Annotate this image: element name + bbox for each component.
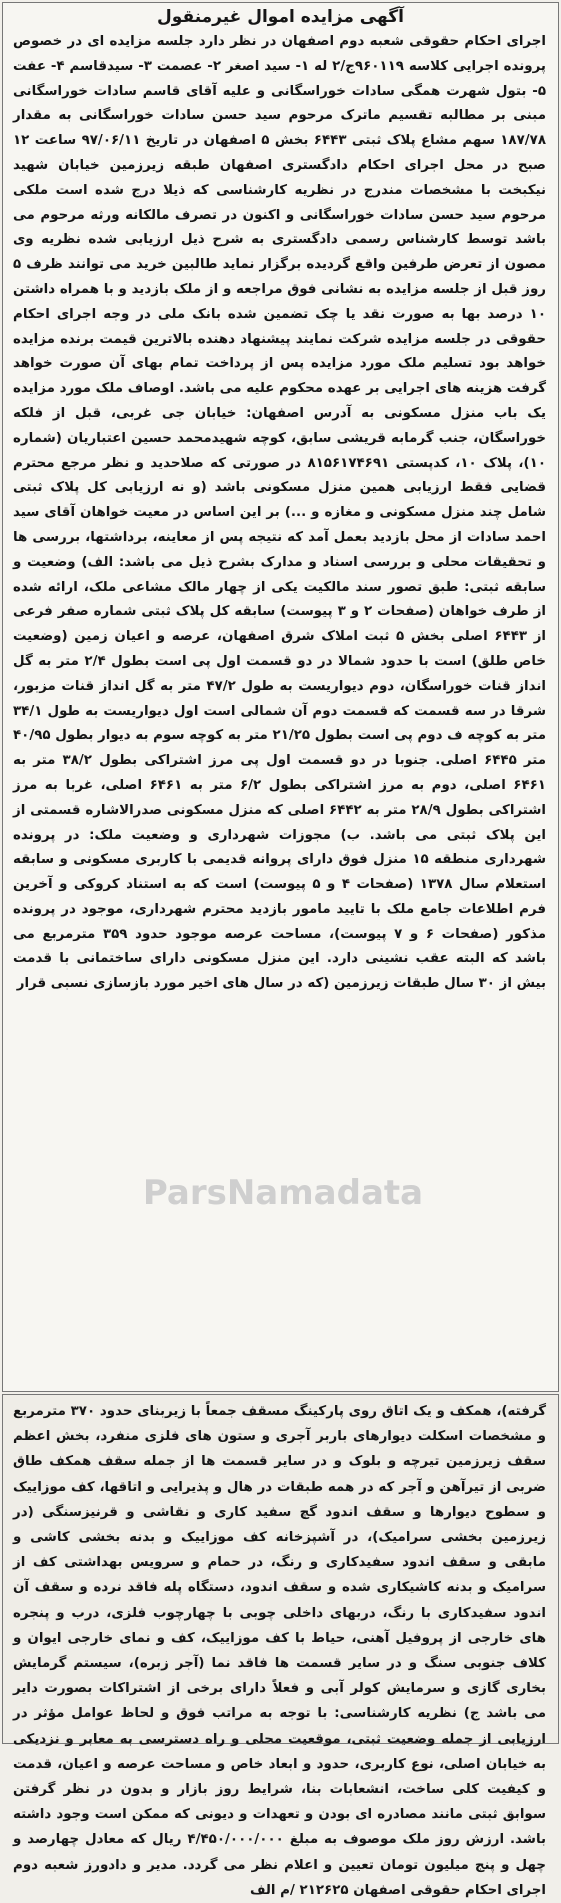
notice-body-bottom: گرفته)، همکف و یک اتاق روی پارکینگ مسقف جمعاً با زیربنای حدود ۳۷۰ مترمربع و مشخصات اسکلت دیوارهای باربر آجری و ستون های فلزی منفرد، بخش اعظم سقف زیرزمین تیرچه و بلوک و در سایر قسمت ها از جمله سقف همکف طاق ضربی از تیرآهن و آجر که در همه طبقات در هال و پذیرایی و اتاقها، کف موزاییک و سطوح دیوارها و سقف اندود گچ سفید کاری و نقاشی و قرنیزسنگی (در زیرزمین بخشی سرامیک)، در آشپزخانه کف موزاییک و بدنه بخشی کاشی و مابقی و سقف اندود سفیدکاری و رنگ، در حمام و سرویس بهداشتی کف از سرامیک و بدنه کاشیکاری شده و سقف اندود، دستگاه پله فاقد نرده و سقف آن اندود سفیدکاری با رنگ، دربهای داخلی چوبی با چهارچوب فلزی، درب و پنجره های خارجی از پروفیل آهنی، حیاط با کف موزاییک، کف و نمای خارجی ایوان و کلاف جنوبی سنگ و در سایر قسمت ها فاقد نما (آجر زبره)، سیستم گرمایش بخاری گازی و سرمایش کولر آبی و فعلاً دارای برخی از اشتراکات بصورت دایر می باشد ج) نظریه کارشناسی: با توجه به مراتب فوق و لحاظ عوامل مؤثر در ارزیابی از جمله وضعیت ثبتی، موقعیت محلی و راه دسترسی به معابر و نزدیکی به خیابان اصلی، نوع کاربری، حدود و ابعاد خاص و مساحت عرصه و اعیان، قدمت و کیفیت کلی ساخت، انشعابات بنا، شرایط روز بازار و بدون در نظر گرفتن سوابق ثبتی مانند مصادره ای بودن و تعهدات و دیونی که ممکن است وجود داشته باشد. ارزش روز ملک موصوف به مبلغ ۴/۴۵۰/۰۰۰/۰۰۰ ریال که معادل چهارصد و چهل و پنج میلیون تومان تعیین و اعلام نظر می گردد. مدیر و دادورز شعبه دوم اجرای احکام حقوقی اصفهان ۲۱۲۶۲۵ /م الف xyxy=(13,1404,547,1898)
notice-title: آگهی مزایده اموال غیرمنقول xyxy=(157,7,404,27)
notice-body-top: اجرای احکام حقوقی شعبه دوم اصفهان در نظر دارد جلسه مزایده ای در خصوص پرونده اجرایی کلاسه ۹۶۰۱۱۹ج/۲ له ۱- سید اصغر ۲- عصمت ۳- سیدقاسم ۴- عفت ۵- بتول شهرت همگی سادات خوراسگانی و علیه آقای قاسم سادات خوراسگانی مبنی بر مطالبه تقسیم ماترک مرحوم سید حسن سادات خوراسگانی به مقدار ۱۸۷/۷۸ سهم مشاع پلاک ثبتی ۶۴۴۳ بخش ۵ اصفهان در تاریخ ۹۷/۰۶/۱۱ ساعت ۱۲ صبح در محل اجرای احکام دادگستری اصفهان طبقه زیرزمین خیابان شهید نیکبخت با مشخصات مندرج در نظریه کارشناسی که ذیلا درج شده است ملکی مرحوم سید حسن سادات خوراسگانی و اکنون در تصرف مالکانه ورثه مرحوم می باشد توسط کارشناس رسمی دادگستری به شرح ذیل ارزیابی شده نظریه وی مصون از تعرض طرفین واقع گردیده برگزار نماید طالبین خرید می توانند ظرف ۵ روز قبل از جلسه مزایده به نشانی فوق مراجعه و از ملک بازدید و با همراه داشتن ۱۰ درصد بها به صورت نقد یا چک تضمین شده بانک ملی در وجه اجرای احکام حقوقی در جلسه مزایده شرکت نمایند پیشنهاد دهنده بالاترین قیمت برنده مزایده خواهد بود تسلیم ملک مورد مزایده پس از پرداخت تمام بهای آن صورت خواهد گرفت هزینه های اجرایی بر عهده محکوم علیه می باشد. اوصاف ملک مورد مزایده یک باب منزل مسکونی به آدرس اصفهان: خیابان جی غربی، قبل از فلکه خوراسگان، جنب گرمابه قریشی سابق، کوچه شهیدمحمد حسین اعتباریان (شماره ۱۰)، پلاک ۱۰، کدپستی ۸۱۵۶۱۷۴۶۹۱ در صورتی که صلاحدید و نظر مرجع محترم قضایی فقط ارزیابی همین منزل مسکونی باشد (و نه ارزیابی کل پلاک ثبتی شامل چند منزل مسکونی و مغازه و ...) بر این اساس در معیت خواهان آقای سید احمد سادات از محل بازدید بعمل آمد که نتیجه پس از معاینه، برداشتها، بررسی ها و تحقیقات محلی و بررسی اسناد و مدارک بشرح ذیل می باشد: الف) وضعیت و سابقه ثبتی: طبق تصور سند مالکیت یکی از چهار مالک مشاعی ملک، ارائه شده از طرف خواهان (صفحات ۲ و ۳ پیوست) سابقه کل پلاک ثبتی شماره صفر فرعی از ۶۴۴۳ اصلی بخش ۵ ثبت املاک شرق اصفهان، عرصه و اعیان زمین (وضعیت خاص طلق) است با حدود شمالا در دو قسمت اول پی است بطول ۲/۴ متر به گل انداز قنات خوراسگان، دوم دیواریست به طول ۴۷/۲ متر به گل انداز قنات مزبور، شرقا در سه قسمت که قسمت دوم آن شمالی است اول دیواریست به طول ۳۴/۱ متر به کوچه ف دوم پی است بطول ۲۱/۲۵ متر به کوچه سوم به دیوار بطول ۴۰/۹۵ متر ۶۴۴۵ اصلی. جنوبا در دو قسمت اول پی مرز اشتراکی بطول ۳۸/۲ متر به ۶۴۶۱ اصلی، دوم به مرز اشتراکی بطول ۶/۲ متر به ۶۴۶۱ اصلی، غربا به مرز اشتراکی بطول ۲۸/۹ متر به ۶۴۴۲ اصلی که منزل مسکونی صدرالاشاره قسمتی از این پلاک ثبتی می باشد. ب) مجوزات شهرداری و وضعیت ملک: در پرونده شهرداری منطقه ۱۵ منزل فوق دارای پروانه قدیمی با کاربری مسکونی و سابقه استعلام سال ۱۳۷۸ (صفحات ۴ و ۵ پیوست) است که به استناد کروکی و آخرین فرم اطلاعات جامع ملک با تایید مامور بازدید محترم شهرداری، موجود در پرونده مذکور (صفحات ۶ و ۷ پیوست)، مساحت عرصه موجود حدود ۳۵۹ مترمربع می باشد که البته عقب نشینی دارد. این منزل مسکونی دارای ساختمانی با قدمت بیش از ۳۰ سال طبقات زیرزمین (که در سال های اخیر مورد بازسازی نسبی قرار xyxy=(13,34,547,992)
watermark-text: ParsNamadata xyxy=(142,1173,424,1213)
clipping-top-section xyxy=(2,2,559,1392)
clipping-bottom-section xyxy=(2,1394,559,1898)
